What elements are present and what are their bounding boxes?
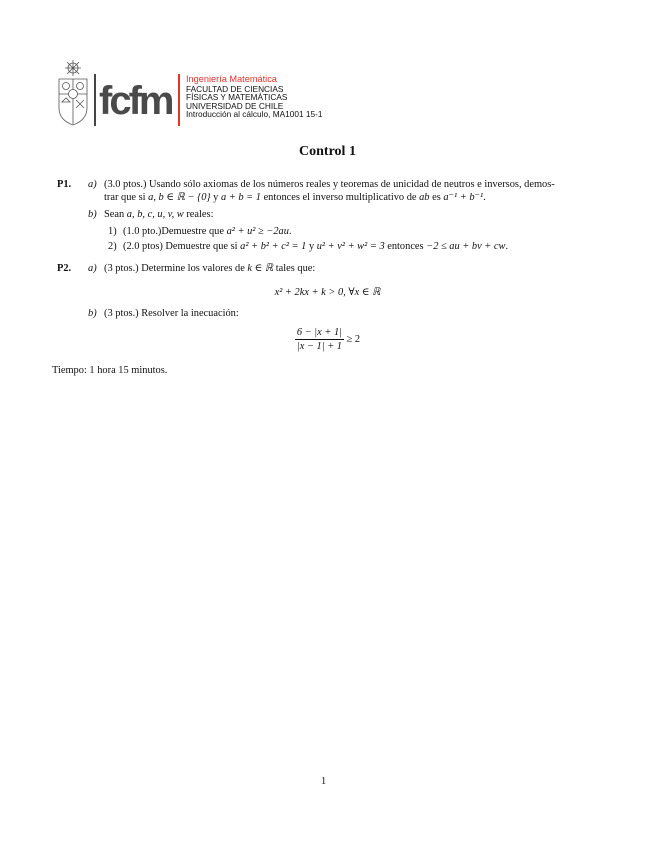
p1-b-text-part: Sean bbox=[104, 209, 127, 220]
page-number: 1 bbox=[321, 776, 327, 787]
p1-a-text: trar que si bbox=[104, 192, 149, 203]
p1-a-text: entonces el inverso multiplicativo de bbox=[260, 192, 420, 203]
p1-b-item2-text bbox=[123, 240, 508, 253]
p1-a-label: a) bbox=[88, 179, 97, 190]
p1-b-label: b) bbox=[88, 209, 97, 220]
p2-a-math: k ∈ ℝ bbox=[247, 263, 274, 274]
p1-a-math: a + b = 1 bbox=[220, 192, 261, 203]
p2-a-text bbox=[104, 262, 315, 275]
p1-b-item2-math: −2 ≤ au + bv + cw bbox=[426, 241, 506, 252]
fcfm-logo-text: fcfm bbox=[99, 79, 172, 123]
p1-b-item2-part: y bbox=[306, 241, 317, 252]
university-crest-logo bbox=[56, 58, 90, 128]
p1-b-item1-part: . bbox=[288, 226, 292, 237]
institution-department: Ingeniería Matemática bbox=[186, 74, 277, 84]
page-title: Control 1 bbox=[299, 144, 356, 159]
p2-b-inequation bbox=[0, 326, 655, 353]
p2-b-numerator: 6 − |x + 1| bbox=[296, 327, 343, 338]
p1-a-text: es bbox=[429, 192, 444, 203]
p1-a-text-line2 bbox=[104, 191, 486, 204]
p1-a-math: a⁻¹ + b⁻¹ bbox=[443, 192, 484, 203]
problem-1-label: P1. bbox=[57, 179, 72, 190]
p1-b-item1-part: (1.0 pto.)Demuestre que bbox=[123, 226, 227, 237]
fcfm-logo bbox=[94, 74, 180, 126]
institution-faculty-line2: FÍSICAS Y MATEMÁTICAS bbox=[186, 92, 288, 103]
p1-b-math: a, b, c, u, v, w bbox=[126, 209, 184, 220]
course-name: Introducción al cálculo, MA1001 15-1 bbox=[186, 109, 323, 120]
p2-a-text-part: tales que: bbox=[273, 263, 316, 274]
institution-university: UNIVERSIDAD DE CHILE bbox=[186, 100, 284, 111]
p1-b-item2-math: u² + v² + w² = 3 bbox=[316, 241, 385, 252]
p1-a-math: ab bbox=[419, 192, 430, 203]
p1-b-item2-label: 2) bbox=[108, 241, 117, 252]
p1-a-math: a, b ∈ ℝ − {0} bbox=[148, 192, 211, 203]
institution-block bbox=[186, 75, 323, 119]
p2-b-label: b) bbox=[88, 308, 97, 319]
p1-b-text-part: reales: bbox=[183, 209, 214, 220]
p2-b-text: (3 ptos.) Resolver la inecuación: bbox=[104, 308, 239, 319]
p1-a-text: y bbox=[210, 192, 221, 203]
p1-b-item1-math: a² + u² ≥ −2au bbox=[226, 226, 289, 237]
institution-faculty-line1: FACULTAD DE CIENCIAS bbox=[186, 83, 284, 94]
time-note: Tiempo: 1 hora 15 minutos. bbox=[52, 365, 168, 376]
p2-b-fraction bbox=[295, 326, 344, 353]
p1-b-item1-label: 1) bbox=[108, 226, 117, 237]
p2-a-text-part: (3 ptos.) Determine los valores de bbox=[104, 263, 248, 274]
p2-a-equation: x² + 2kx + k > 0, ∀x ∈ ℝ bbox=[274, 287, 381, 298]
p1-a-text-line1: (3.0 ptos.) Usando sólo axiomas de los números reales y teoremas de unicidad de neutros e inversos, demos- bbox=[104, 179, 555, 190]
p1-a-text: . bbox=[483, 192, 486, 203]
p1-b-text bbox=[104, 208, 213, 221]
p1-b-item1-text bbox=[123, 225, 292, 238]
p2-b-denominator: |x − 1| + 1 bbox=[296, 341, 343, 352]
p2-a-label: a) bbox=[88, 263, 97, 274]
p1-b-item2-part: . bbox=[505, 241, 509, 252]
p1-b-item2-part: (2.0 ptos) Demuestre que si bbox=[123, 241, 241, 252]
p1-b-item2-part: entonces bbox=[384, 241, 427, 252]
p2-b-rhs: ≥ 2 bbox=[346, 334, 361, 345]
p1-b-item2-math: a² + b² + c² = 1 bbox=[240, 241, 307, 252]
problem-2-label: P2. bbox=[57, 263, 72, 274]
